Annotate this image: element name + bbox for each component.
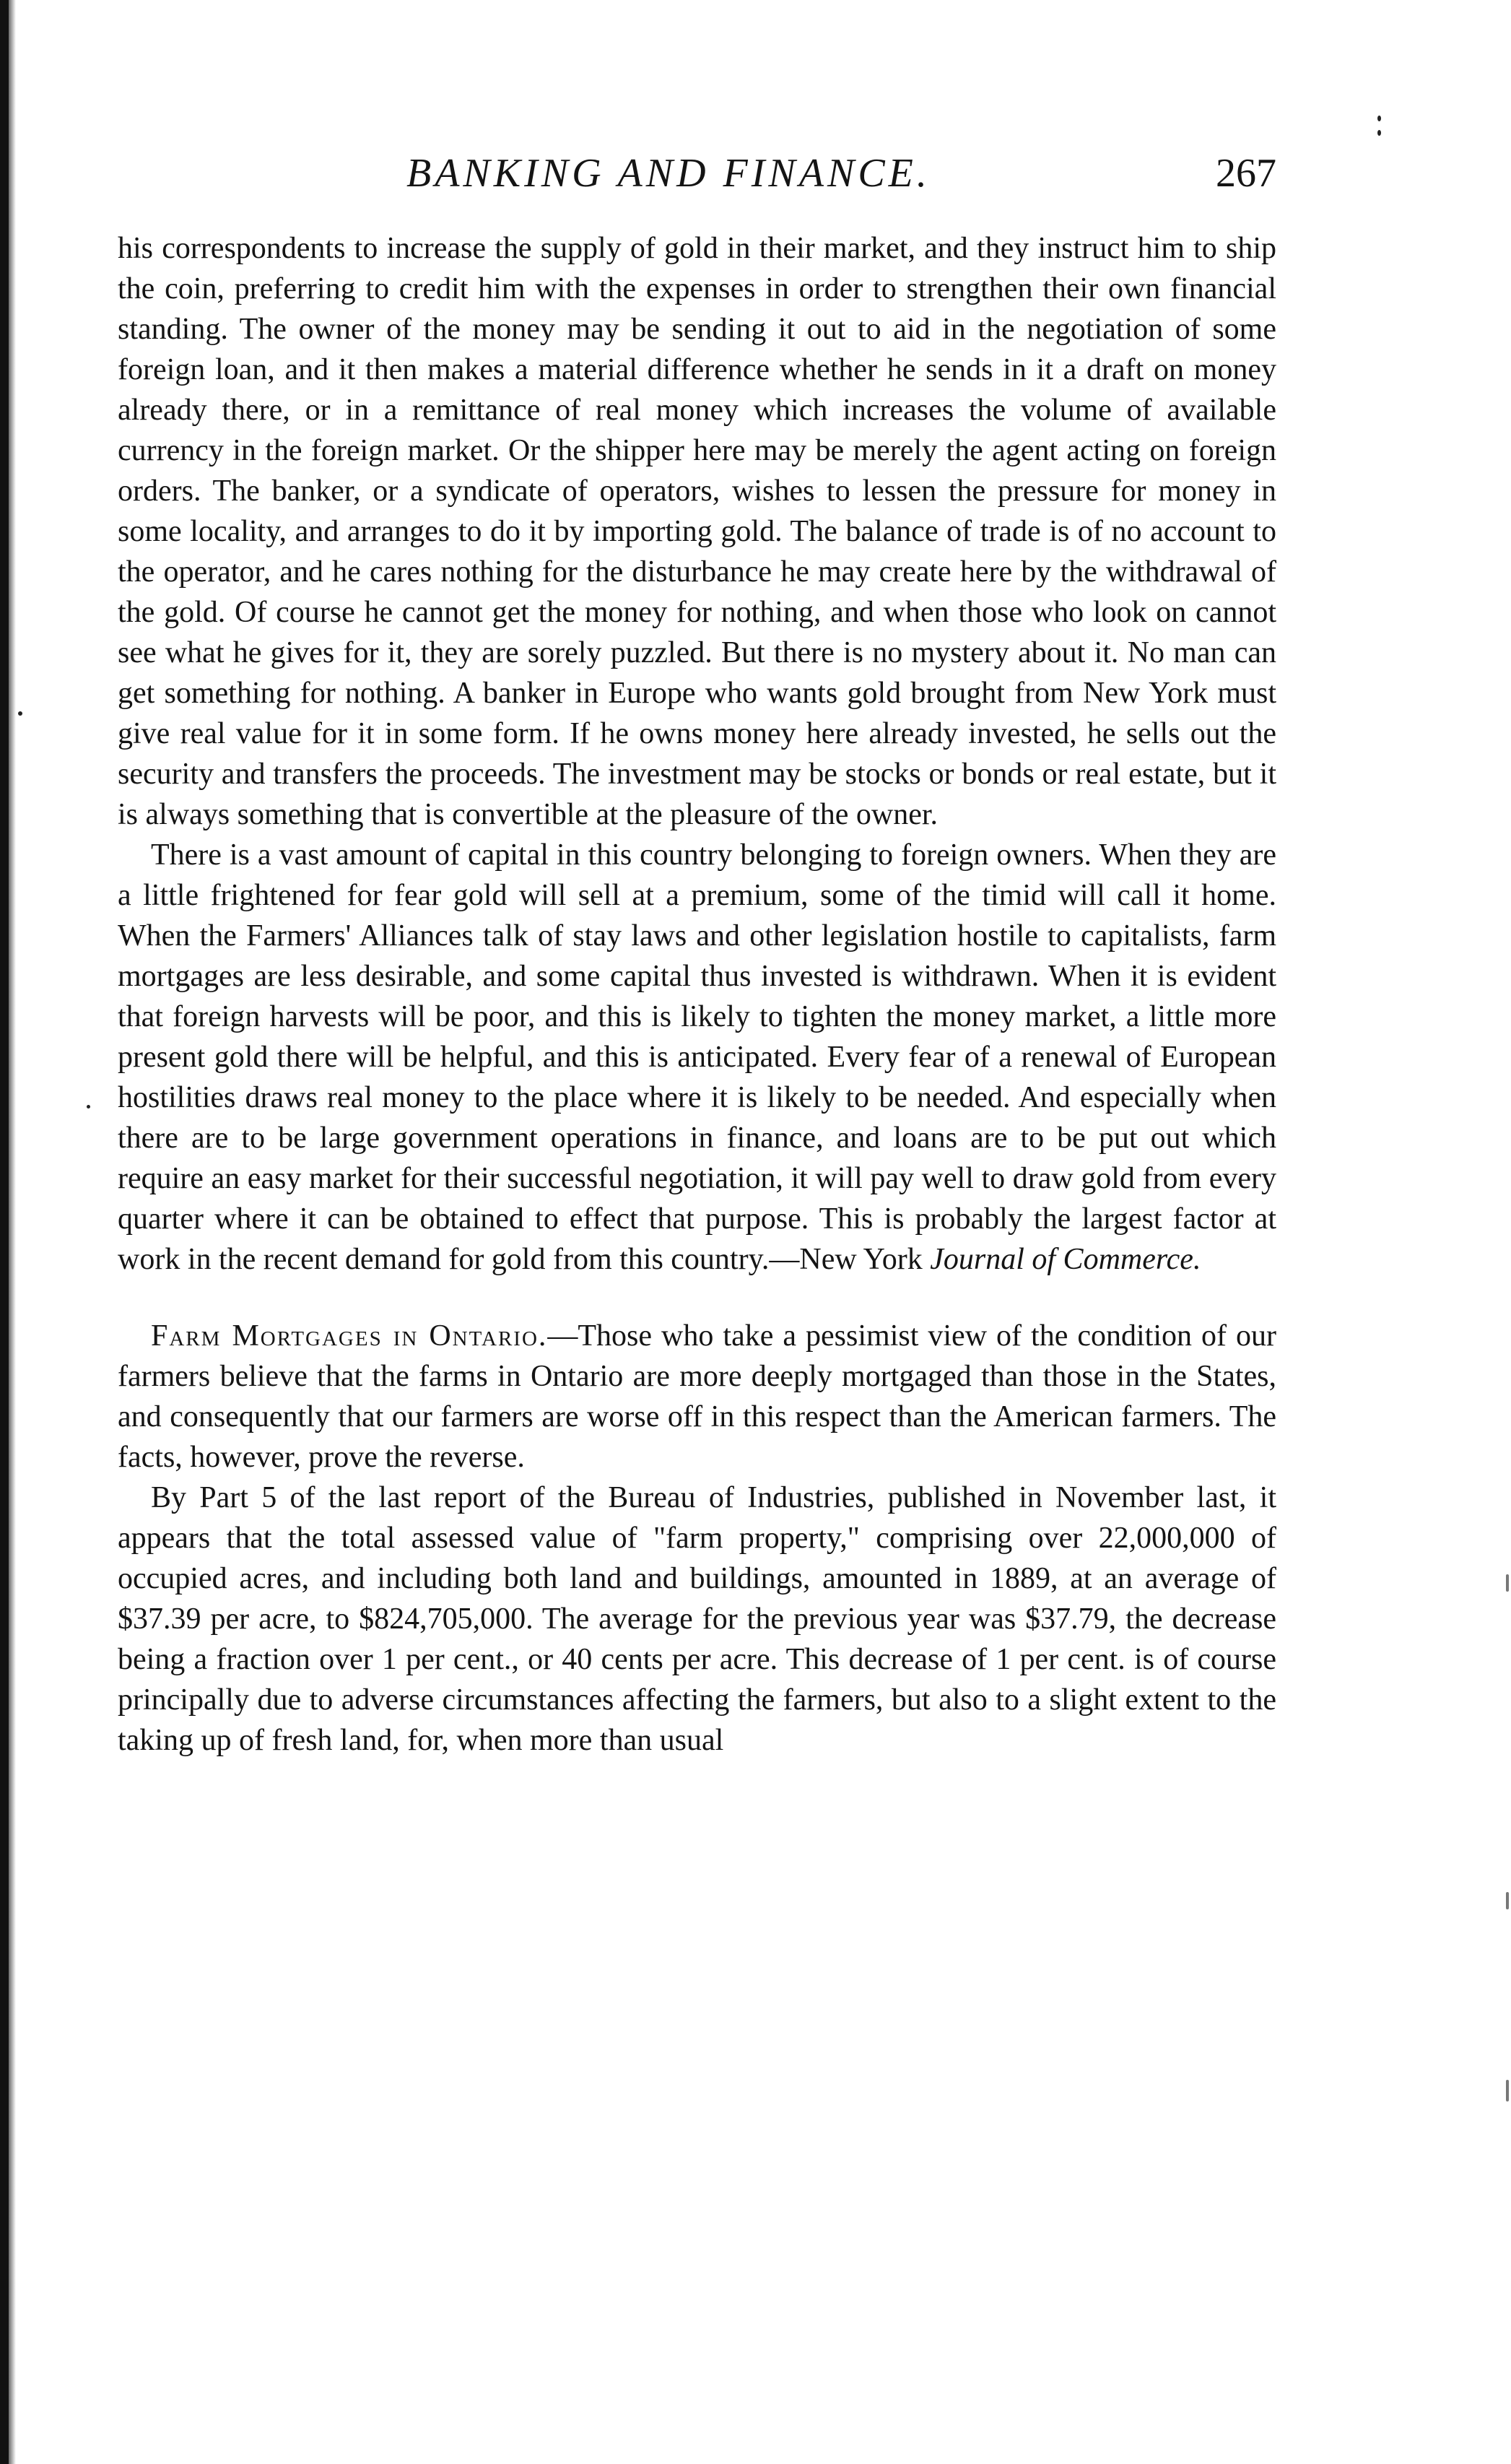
scan-speck (1506, 2080, 1509, 2101)
section-heading: Farm Mortgages in Ontario. (151, 1319, 548, 1353)
scan-speck (1377, 130, 1381, 136)
page-body (118, 228, 1276, 1761)
page-header (118, 144, 1276, 202)
running-head: BANKING AND FINANCE. (406, 151, 931, 196)
paragraph-foreign-capital-text: There is a vast amount of capital in this country belonging to foreign owners. When they are a little frightened for fear gold will sell at a premium, some of the timid will call it home. When the Farmers' Alliances talk of stay laws and other legislation hostile to capitalists, farm mortgages are less desirable, and some capital thus invested is withdrawn. When it is evident that foreign harvests will be poor, and this is likely to tighten the money market, a little more present gold there will be helpful, and this is anticipated. Every fear of a renewal of European hostilities draws real money to the place where it is likely to be needed. And especially when there are to be large government operations in finance, and loans are to be put out which require an easy market for their successful negotiation, it will pay well to draw gold from every quarter where it can be obtained to effect that purpose. This is probably the largest factor at work in the recent demand for gold from this country.—New York (118, 838, 1276, 1276)
scan-speck (1377, 116, 1381, 121)
source-citation: Journal of Commerce. (930, 1243, 1201, 1276)
section-spacer (118, 1280, 1276, 1316)
scan-speck (1506, 1574, 1509, 1592)
page-number: 267 (1216, 151, 1276, 196)
scan-speck (1506, 1892, 1509, 1909)
paragraph-bureau-report: By Part 5 of the last report of the Bureau of Industries, published in November last, it appears that the total assessed value of "farm property," comprising over 22,000,000 of occupied acres, and including both land and buildings, amounted in 1889, at an average of $37.39 per acre, to $824,705,000. The average for the previous year was $37.79, the decrease being a fraction over 1 per cent., or 40 cents per acre. This decrease of 1 per cent. is of course principally due to adverse circumstances affecting the farmers, but also to a slight extent to the taking up of fresh land, for, when more than usual (118, 1481, 1276, 1757)
scan-speck (87, 1105, 90, 1109)
scan-speck (18, 711, 22, 716)
paragraph-farm-mortgages-text: —Those who take a pessimist view of the condition of our farmers believe that the farms in Ontario are more deeply mortgaged than those in the States, and consequently that our farmers are worse off in this respect than the American farmers. The facts, however, prove the reverse. (118, 1319, 1277, 1474)
paragraph-continued: his correspondents to increase the supply of gold in their market, and they instruct him to ship the coin, preferring to credit him with the expenses in order to strengthen their own financial standing. The owner of the money may be sending it out to aid in the negotiation of some foreign loan, and it then makes a material difference whether he sends in it a draft on money already there, or in a remittance of real money which increases the volume of available currency in the foreign market. Or the shipper here may be merely the agent acting on foreign orders. The banker, or a syndicate of operators, wishes to lessen the pressure for money in some locality, and arranges to do it by importing gold. The balance of trade is of no account to the operator, and he cares nothing for the disturbance he may create here by the withdrawal of the gold. Of course he cannot get the money for nothing, and when those who look on cannot see what he gives for it, they are sorely puzzled. But there is no mystery about it. No man can get something for nothing. A banker in Europe who wants gold brought from New York must give real value for it in some form. If he owns money here already invested, he sells out the security and transfers the proceeds. The investment may be stocks or bonds or real estate, but it is always something that is convertible at the pleasure of the owner. (118, 232, 1276, 831)
paragraph-farm-mortgages (118, 1316, 1276, 1478)
paragraph-foreign-capital (118, 835, 1276, 1280)
scan-edge-gradient (9, 0, 16, 2464)
scan-edge-shadow (0, 0, 9, 2464)
